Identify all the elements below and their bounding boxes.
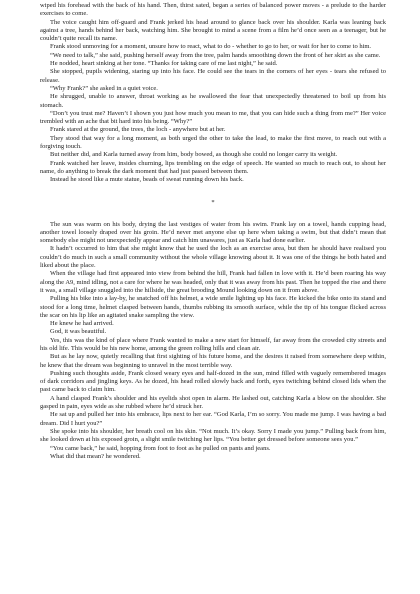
paragraph: Frank stared at the ground, the trees, the loch - anywhere but at her. xyxy=(50,126,226,134)
paragraph: Instead he stood like a mute statue, beads of sweat running down his back. xyxy=(50,176,244,184)
paragraph: He sat up and pulled her into his embrace, lips next to her ear. “God Karla, I’m so sorry. You made me jump. I was having a bad dream. Did I hurt you?” xyxy=(40,411,386,427)
paragraph: “You came back,” he said, hopping from foot to foot as he pulled on pants and jeans. xyxy=(50,444,271,452)
paragraph: It hadn’t occurred to him that she might know that he used the loch as an exercise area, but then he should have realised you couldn’t do much in such a small community without the whole village knowing about it. It was one of the things he both hated and liked about the place. xyxy=(40,245,386,270)
paragraph: Frank stood unmoving for a moment, unsure how to react, what to do - whether to go to her, or wait for her to come to him. xyxy=(50,43,372,51)
paragraph: He nodded, heart sinking at her tone. “Thanks for taking care of me last night,” he said. xyxy=(50,60,278,68)
paragraph: A hand clasped Frank’s shoulder and his eyelids shot open in alarm. He lashed out, catching Karla a blow on the shoulder. She gasped in pain, eyes wide as she rubbed where he’d struck her. xyxy=(40,394,386,411)
paragraph: Pushing such thoughts aside, Frank closed weary eyes and half-dozed in the sun, mind filled with vaguely remembered images of dark corridors and jingling keys. As he dozed, his head rolled slowly back and forth, eyes twitching behind closed lids when the past came back to claim him. xyxy=(40,369,386,394)
paragraph: Frank watched her leave, insides churning, lips trembling on the edge of speech. He wanted so much to reach out, to shout her name, do anything to break the dark moment that had just passed between them. xyxy=(40,159,386,175)
paragraph: When the village had first appeared into view from behind the hill, Frank had fallen in love with it. He’d been roaring his way along the A9, mind idling, not a care for where he was headed, only that it was away from his past. Then he topped the rise and there it was, a small village snuggled into the hillside, the great brooding Mound looking down on it from above. xyxy=(40,270,386,294)
paragraph: But neither did, and Karla turned away from him, body bowed, as though she could no longer carry its weight. xyxy=(50,151,338,159)
paragraph: He knew he had arrived. xyxy=(50,320,114,328)
paragraph: “Don’t you trust me? Haven’t I shown you just how much you mean to me, that you can hide such a thing from me?” Her voice trembled with an ache that bit hard into his being. “Why?” xyxy=(40,109,386,126)
paragraph: “We need to talk,” she said, pushing herself away from the tree, palm hands smoothing down the front of her skirt as she came. xyxy=(50,51,381,59)
paragraph: Yes, this was the kind of place where Frank wanted to make a new start for himself, far away from the crowded city streets and his old life. This would be his new home, among the green rolling hills and clean air. xyxy=(40,336,386,352)
paragraph: The voice caught him off-guard and Frank jerked his head around to glance back over his shoulder. Karla was leaning back against a tree, hands behind her back, watching him. She brought to mind a scene from a film he’d once seen as a teenager, but he couldn’t quite recall its name. xyxy=(40,18,386,43)
paragraph: But as he lay now, quietly recalling that first sighting of his future home, and the desires it raised from somewhere deep within, he knew that the dream was beginning to unravel in the most terrible way. xyxy=(40,353,386,369)
paragraph: Pulling his bike into a lay-by, he snatched off his helmet, a wide smile lighting up his face. He kicked the bike onto its stand and stood for a long time, helmet clasped between hands, thumbs rubbing its smooth surface, while the tip of his tongue flicked across the scar on his lip like an agitated snake sampling the view. xyxy=(40,295,386,319)
paragraph: “Why Frank?” she asked in a quiet voice. xyxy=(50,84,158,92)
paragraph: She spoke into his shoulder, her breath cool on his skin. “Not much. It’s okay. Sorry I made you jump.” Pulling back from him, she looked down at his exposed groin, a slight smile twitching her lips. “You better get dressed before someone sees you.” xyxy=(40,427,386,444)
document-page xyxy=(40,2,386,461)
scene-break: * xyxy=(211,198,215,206)
paragraph: They stood that way for a long moment, as both urged the other to take the lead, to make the first move, to reach out with a forgiving touch. xyxy=(40,134,386,151)
section-one xyxy=(40,2,386,185)
paragraph: God, it was beautiful. xyxy=(50,328,107,336)
paragraph: The sun was warm on his body, drying the last vestiges of water from his swim. Frank lay on a towel, hands cupping head, another towel loosely draped over his groin. He’d never met anyone else up here when taking a swim, but that didn’t mean that somebody else might not unexpectedly appear and catch him unawares, just as Karla had done earlier. xyxy=(40,220,386,245)
paragraph: What did that mean? he wondered. xyxy=(50,452,141,460)
section-two xyxy=(40,221,386,462)
paragraph: She stopped, pupils widening, staring up into his face. He could see the tears in the corners of her eyes - tears she refused to release. xyxy=(40,68,386,84)
paragraph: wiped his forehead with the back of his hand. Then, thirst sated, began a series of balanced power moves - a prelude to the harder exercises to come. xyxy=(40,2,386,18)
paragraph: He shrugged, unable to answer, throat working as he swallowed the fear that unexpectedly threatened to boil up from his stomach. xyxy=(40,93,386,109)
